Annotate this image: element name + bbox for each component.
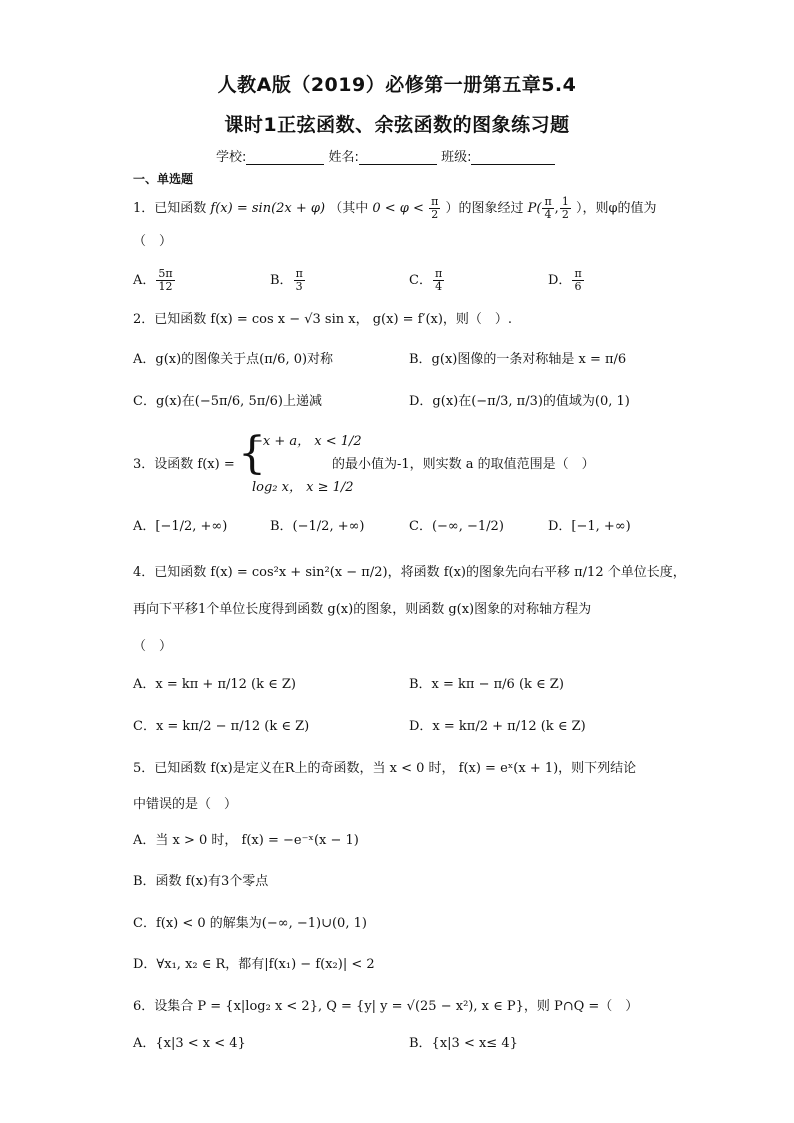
question-2-option-b[interactable]: B．g(x)图像的一条对称轴是 x = π/6 <box>409 352 627 367</box>
question-4-line-1: 4．已知函数 f(x) = cos²x + sin²(x − π/2)，将函数 f(x)的图象先向右平移 π/12 个单位长度， <box>133 565 686 580</box>
fraction: $\frac{\pi}{2}$ <box>431 195 439 221</box>
question-2-option-d[interactable]: D．g(x)在(−π/3, π/3)的值域为(0, 1) <box>409 394 630 409</box>
question-4-option-a[interactable]: A．x = kπ + π/12 (k ∈ Z) <box>133 677 296 692</box>
question-1-option-c[interactable]: C． $\frac{\pi}{4}$ <box>409 267 443 293</box>
question-4-line-2: 再向下平移1个单位长度得到函数 g(x)的图象，则函数 g(x)图象的对称轴方程为 <box>133 602 592 617</box>
question-3-stem-a: 3．设函数 f(x) = <box>133 457 235 472</box>
question-3-option-d[interactable]: D．[−1, +∞) <box>548 519 631 534</box>
school-blank[interactable] <box>246 150 324 165</box>
name-label: 姓名: <box>328 150 359 165</box>
question-3-case-2: log₂ x， x ≥ 1/2 <box>252 480 354 495</box>
question-5-option-a[interactable]: A．当 x > 0 时， f(x) = −e⁻ˣ(x − 1) <box>133 833 359 848</box>
question-3-stem-b: 的最小值为-1，则实数 a 的取值范围是（ ） <box>332 457 595 472</box>
question-5-line-1: 5．已知函数 f(x)是定义在R上的奇函数，当 x < 0 时， f(x) = eˣ(x + 1)，则下列结论 <box>133 761 637 776</box>
question-6-stem: 6．设集合 P = {x|log₂ x < 2}, Q = {y| y = √(25 − x²), x ∈ P}，则 P∩Q =（ ） <box>133 999 639 1014</box>
question-1-paren: （ ） <box>133 234 173 249</box>
question-3-option-c[interactable]: C．(−∞, −1/2) <box>409 519 504 534</box>
question-5-option-c[interactable]: C．f(x) < 0 的解集为(−∞, −1)∪(0, 1) <box>133 916 367 931</box>
question-1-option-a[interactable]: A． $\frac{5\pi}{12}$ <box>133 267 173 293</box>
question-5-option-d[interactable]: D．∀x₁, x₂ ∈ R，都有|f(x₁) − f(x₂)| < 2 <box>133 957 375 972</box>
question-1-option-d[interactable]: D． $\frac{\pi}{6}$ <box>548 267 582 293</box>
section-heading: 一、单选题 <box>133 172 194 186</box>
worksheet-subtitle: 课时1正弦函数、余弦函数的图象练习题 <box>224 114 570 136</box>
question-3-case-1: −x + a， x < 1/2 <box>252 434 362 449</box>
question-4-option-d[interactable]: D．x = kπ/2 + π/12 (k ∈ Z) <box>409 719 586 734</box>
question-1-stem: 1．已知函数 f(x) = sin(2x + φ) （其中 0 < φ < $\frac{\pi}{2}$ ）的图象经过 P( $\frac{\pi}{4}$ , $\frac{1}{2}$ ），则φ的值为 <box>133 195 657 221</box>
student-info-row <box>216 146 555 165</box>
question-3-option-b[interactable]: B．(−1/2, +∞) <box>270 519 365 534</box>
question-6-option-b[interactable]: B．{x|3 < x≤ 4} <box>409 1036 518 1051</box>
question-4-option-b[interactable]: B．x = kπ − π/6 (k ∈ Z) <box>409 677 564 692</box>
question-5-option-b[interactable]: B．函数 f(x)有3个零点 <box>133 874 269 889</box>
class-blank[interactable] <box>471 150 555 165</box>
fraction: $\frac{\pi}{4}$ <box>544 195 552 221</box>
fraction: $\frac{1}{2}$ <box>561 195 569 221</box>
name-blank[interactable] <box>359 150 437 165</box>
question-3-option-a[interactable]: A．[−1/2, +∞) <box>133 519 228 534</box>
class-label: 班级: <box>441 150 472 165</box>
question-1-option-b[interactable]: B． $\frac{\pi}{3}$ <box>270 267 303 293</box>
question-6-option-a[interactable]: A．{x|3 < x < 4} <box>133 1036 246 1051</box>
question-5-line-2: 中错误的是（ ） <box>133 797 238 812</box>
school-label: 学校: <box>216 150 247 165</box>
question-2-option-c[interactable]: C．g(x)在(−5π/6, 5π/6)上递减 <box>133 394 322 409</box>
question-2-option-a[interactable]: A．g(x)的图像关于点(π/6, 0)对称 <box>133 352 334 367</box>
question-4-option-c[interactable]: C．x = kπ/2 − π/12 (k ∈ Z) <box>133 719 310 734</box>
left-brace-icon: { <box>238 428 266 479</box>
question-2-stem: 2．已知函数 f(x) = cos x − √3 sin x， g(x) = f′(x)，则（ ）. <box>133 312 513 327</box>
question-4-paren: （ ） <box>133 639 173 654</box>
worksheet-title: 人教A版（2019）必修第一册第五章5.4 <box>217 74 577 96</box>
